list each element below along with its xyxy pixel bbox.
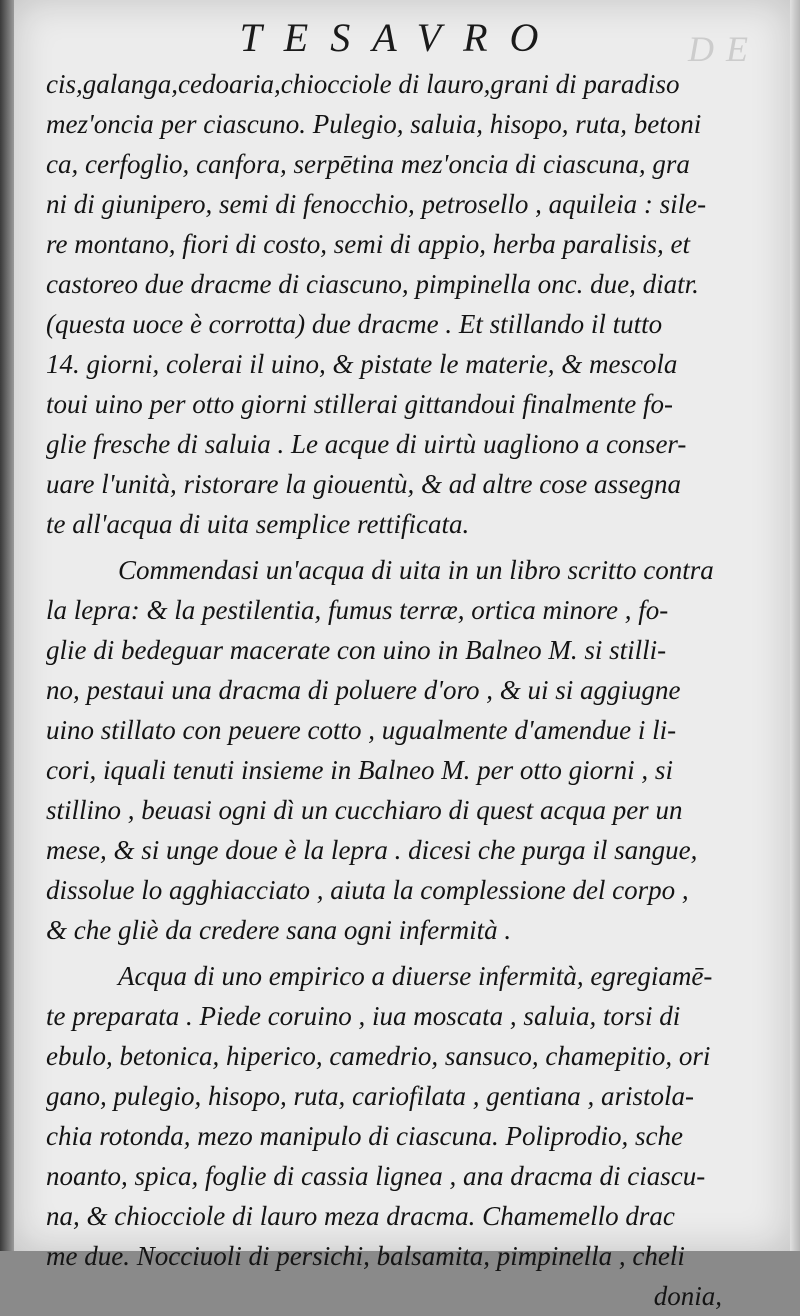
- text-line: ebulo, betonica, hiperico, camedrio, sansuco, chamepitio, ori: [46, 1041, 711, 1071]
- text-line: te all'acqua di uita semplice rettificata.: [46, 509, 470, 539]
- text-line: na, & chiocciole di lauro meza dracma. Chamemello drac: [46, 1201, 675, 1231]
- text-line: no, pestaui una dracma di poluere d'oro , & ui si aggiugne: [46, 675, 681, 705]
- text-line: uino stillato con peuere cotto , ugualmente d'amendue i li-: [46, 715, 677, 745]
- text-line: noanto, spica, foglie di cassia lignea , ana dracma di ciascu-: [46, 1161, 706, 1191]
- text-line: gano, pulegio, hisopo, ruta, cariofilata , gentiana , aristola-: [46, 1081, 694, 1111]
- text-line: mese, & si unge doue è la lepra . dicesi che purga il sangue,: [46, 835, 698, 865]
- text-line: & che gliè da credere sana ogni infermità .: [46, 915, 512, 945]
- text-line: uare l'unità, ristorare la giouentù, & ad altre cose assegna: [46, 469, 681, 499]
- text-line: la lepra: & la pestilentia, fumus terræ, ortica minore , fo-: [46, 595, 669, 625]
- text-line: ni di giunipero, semi di fenocchio, petrosello , aquileia : sile-: [46, 189, 707, 219]
- text-line: mez'oncia per ciascuno. Pulegio, saluia, hisopo, ruta, betoni: [46, 109, 702, 139]
- text-line: cori, iquali tenuti insieme in Balneo M. per otto giorni , si: [46, 755, 673, 785]
- text-line: cis,galanga,cedoaria,chiocciole di lauro,grani di paradiso: [46, 69, 680, 99]
- text-line: ca, cerfoglio, canfora, serpētina mez'oncia di ciascuna, gra: [46, 149, 690, 179]
- paragraph-first-line: Acqua di uno empirico a diuerse infermità, egregiamē-: [118, 961, 713, 991]
- page-gutter-shadow: [0, 0, 14, 1251]
- catchword: donia,: [653, 1281, 722, 1311]
- running-head: TESAVRO: [239, 15, 561, 60]
- text-line: glie fresche di saluia . Le acque di uirtù uagliono a conser-: [46, 429, 687, 459]
- text-line: (questa uoce è corrotta) due dracme . Et stillando il tutto: [46, 309, 663, 339]
- text-line: toui uino per otto giorni stillerai gittandoui finalmente fo-: [46, 389, 673, 419]
- body-text: [46, 64, 762, 1316]
- text-line: 14. giorni, colerai il uino, & pistate le materie, & mescola: [46, 349, 678, 379]
- paragraph-first-line: Commendasi un'acqua di uita in un libro scritto contra: [118, 555, 714, 585]
- text-line: chia rotonda, mezo manipulo di ciascuna. Poliprodio, sche: [46, 1121, 683, 1151]
- text-line: re montano, fiori di costo, semi di appio, herba paralisis, et: [46, 229, 690, 259]
- text-line: me due. Nocciuoli di persichi, balsamita, pimpinella , cheli: [46, 1241, 685, 1271]
- text-line: castoreo due dracme di ciascuno, pimpinella onc. due, diatr.: [46, 269, 699, 299]
- text-line: dissolue lo agghiacciato , aiuta la complessione del corpo ,: [46, 875, 689, 905]
- text-line: glie di bedeguar macerate con uino in Balneo M. si stilli-: [46, 635, 667, 665]
- text-line: te preparata . Piede coruino , iua moscata , saluia, torsi di: [46, 1001, 681, 1031]
- show-through-text: DE: [688, 29, 760, 69]
- page-edge: [790, 0, 800, 1251]
- text-line: stillino , beuasi ogni dì un cucchiaro di quest acqua per un: [46, 795, 683, 825]
